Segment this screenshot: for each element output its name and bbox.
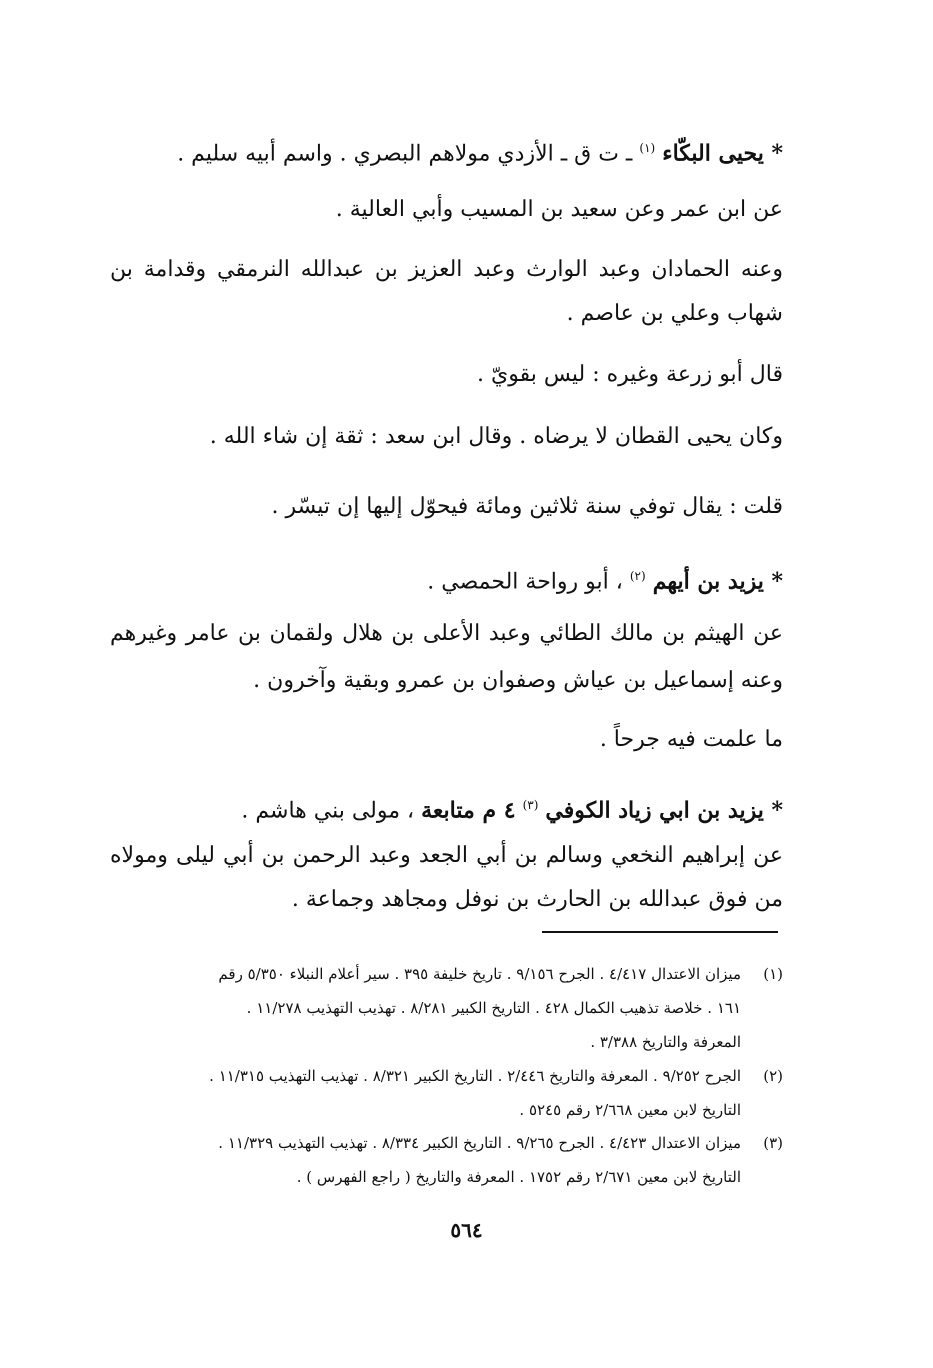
footnote-number: (٢) [763, 1067, 783, 1085]
entry-text-line: من فوق عبدالله بن الحارث بن نوفل ومجاهد وجماعة . [291, 887, 783, 912]
footnote-ref: (٣) [522, 798, 539, 812]
footnote-text: التاريخ لابن معين ٢/٦٦٨ رقم ٥٢٤٥ . [519, 1101, 741, 1119]
entry-text-line: وعنه الحمادان وعبد الوارث وعبد العزيز بن عبدالله النرمقي وقدامة بن [110, 257, 783, 282]
footnote-text: التاريخ لابن معين ٢/٦٧١ رقم ١٧٥٢ . المعرفة والتاريخ ( راجع الفهرس ) . [296, 1168, 741, 1186]
entry-header-text: ، مولى بني هاشم . [241, 798, 415, 824]
entry-text-line: عن إبراهيم النخعي وسالم بن أبي الجعد وعبد الرحمن بن أبي ليلى ومولاه [110, 843, 783, 868]
footnote-number: (١) [763, 965, 783, 983]
footnote-ref: (٢) [629, 569, 646, 583]
entry-header-yahya [110, 128, 783, 174]
entry-text-line: شهاب وعلي بن عاصم . [566, 301, 783, 326]
entry-header-yazid-ziyad [110, 785, 783, 831]
entry-text-line: ما علمت فيه جرحاً . [599, 727, 783, 752]
page-number: ٥٦٤ [450, 1218, 483, 1242]
footnote-text: ١٦١ . خلاصة تذهيب الكمال ٤٢٨ . التاريخ الكبير ٨/٢٨١ . تهذيب التهذيب ١١/٢٧٨ . [246, 999, 741, 1017]
footnote-2 [115, 1060, 783, 1092]
footnote-text: المعرفة والتاريخ ٣/٣٨٨ . [590, 1033, 741, 1051]
entry-header-text: ـ ت ق ـ الأزدي مولاهم البصري . واسم أبيه سليم . [177, 141, 633, 167]
entry-name: * يحيى البكّاء [662, 140, 783, 167]
entry-name: * يزيد بن أيهم [652, 568, 783, 595]
entry-header-yazid-ayham [110, 556, 783, 602]
entry-name: * يزيد بن ابي زياد الكوفي [545, 797, 783, 824]
entry-text-line: عن ابن عمر وعن سعيد بن المسيب وأبي العالية . [335, 197, 783, 222]
entry-text-line: وعنه إسماعيل بن عياش وصفوان بن عمرو وبقية وآخرون . [253, 668, 783, 693]
entry-header-text: ، أبو رواحة الحمصي . [427, 569, 623, 595]
footnote-ref: (١) [639, 141, 656, 155]
footnote-separator [542, 931, 778, 933]
entry-text-line: قال أبو زرعة وغيره : ليس بقويّ . [477, 362, 783, 387]
footnote-text: ميزان الاعتدال ٤/٤١٧ . الجرح ٩/١٥٦ . تاريخ خليفة ٣٩٥ . سير أعلام النبلاء ٥/٣٥٠ رقم [218, 965, 741, 983]
entry-text-line: عن الهيثم بن مالك الطائي وعبد الأعلى بن هلال ولقمان بن عامر وغيرهم [110, 621, 783, 646]
footnote-text: الجرح ٩/٢٥٢ . المعرفة والتاريخ ٢/٤٤٦ . التاريخ الكبير ٨/٣٢١ . تهذيب التهذيب ١١/٣١٥ . [209, 1067, 741, 1085]
entry-text-line: قلت : يقال توفي سنة ثلاثين ومائة فيحوّل إليها إن تيسّر . [271, 494, 783, 519]
footnote-number: (٣) [763, 1134, 783, 1152]
footnote-1 [115, 958, 783, 990]
entry-text-line: وكان يحيى القطان لا يرضاه . وقال ابن سعد : ثقة إن شاء الله . [209, 424, 783, 449]
footnote-text: ميزان الاعتدال ٤/٤٢٣ . الجرح ٩/٢٦٥ . التاريخ الكبير ٨/٣٣٤ . تهذيب التهذيب ١١/٣٢٩ . [218, 1134, 741, 1152]
entry-sigla: ٤ م متابعة [421, 797, 516, 824]
footnote-3 [115, 1127, 783, 1159]
